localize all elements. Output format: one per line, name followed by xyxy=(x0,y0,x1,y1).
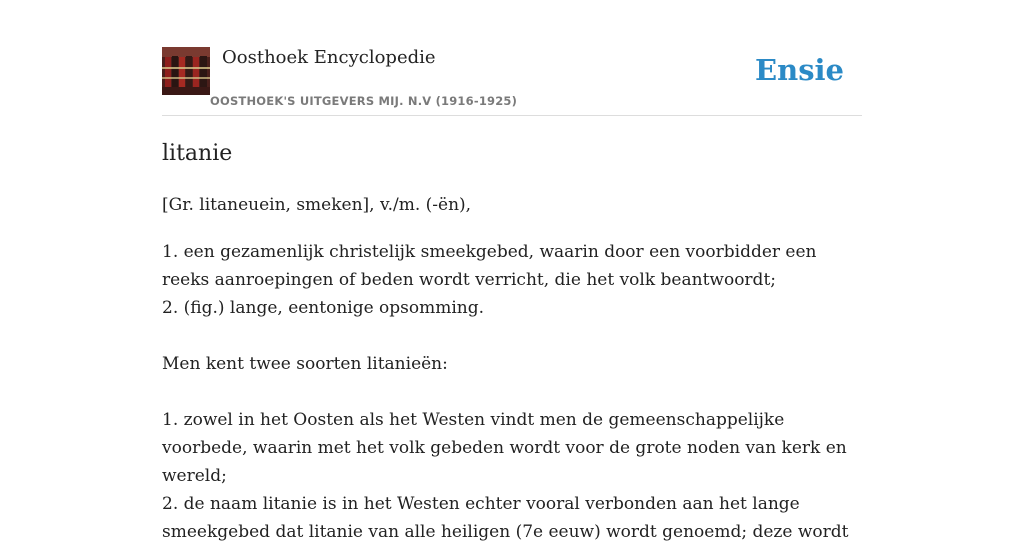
publisher-subtitle: OOSTHOEK'S UITGEVERS MIJ. N.V (1916-1925) xyxy=(210,94,518,108)
site-name[interactable]: Oosthoek Encyclopedie xyxy=(222,47,436,68)
site-header xyxy=(162,46,862,116)
entry-term: litanie xyxy=(162,141,233,166)
brand-link[interactable]: Ensie xyxy=(755,53,844,87)
bookshelf-logo-icon[interactable] xyxy=(162,47,210,95)
entry-content xyxy=(162,137,862,546)
entry-body: 1. een gezamenlijk christelijk smeekgebed, waarin door een voorbidder een reeks aanroepingen of beden wordt verricht, die het volk beantwoordt; 2. (fig.) lange, eentonige opsomming. Men kent twee soorten litanieën: 1. zowel in het Oosten als het Westen vindt men de gemeenschappelijke voorbede, waarin met het volk gebeden wordt voor de grote noden van kerk en wereld; 2. de naam litanie is in het Westen echter vooral verbonden aan het lange smeekgebed dat litanie van alle heiligen (7e eeuw) wordt genoemd; deze wordt xyxy=(162,242,849,542)
entry-etymology: [Gr. litaneuein, smeken], v./m. (-ën), xyxy=(162,195,472,215)
